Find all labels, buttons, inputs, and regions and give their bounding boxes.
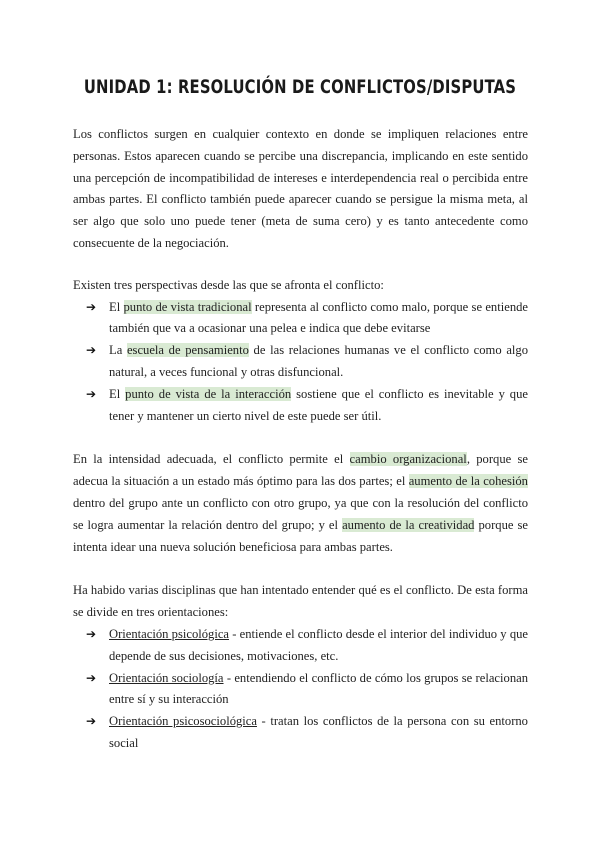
page-title: UNIDAD 1: RESOLUCIÓN DE CONFLICTOS/DISPUTAS	[83, 76, 517, 98]
underlined-term: Orientación psicológica	[109, 626, 230, 641]
orientations-list	[73, 624, 528, 755]
underlined-term: Orientación sociología	[109, 670, 224, 685]
highlighted-term: punto de vista de la interacción	[125, 386, 292, 401]
right-arrow-icon: ➔	[86, 386, 97, 401]
highlighted-term: punto de vista tradicional	[123, 299, 252, 314]
highlighted-term: aumento de la cohesión	[408, 474, 528, 489]
right-arrow-icon: ➔	[86, 299, 97, 314]
list-item: ➔ El punto de vista tradicional representa al conflicto como malo, porque se entiende también que va a ocasionar una pelea e indica que debe evitarse	[73, 297, 528, 341]
right-arrow-icon: ➔	[86, 626, 97, 641]
list-item: ➔ El punto de vista de la interacción sostiene que el conflicto es inevitable y que tener y mantener un cierto nivel de este puede ser útil.	[73, 384, 528, 428]
list-item: ➔ Orientación psicológica - entiende el conflicto desde el interior del individuo y que depende de sus decisiones, motivaciones, etc.	[73, 624, 528, 668]
perspectives-list	[73, 297, 528, 428]
highlighted-term: aumento de la creatividad	[342, 517, 475, 532]
paragraph-intro: Los conflictos surgen en cualquier contexto en donde se impliquen relaciones entre personas. Estos aparecen cuando se percibe una discrepancia, implicando en este sentido una percepción de incompatibilidad de intereses e interdependencia real o percibida entre ambas partes. El conflicto también puede aparecer cuando se persigue la misma meta, al ser algo que solo uno puede tener (meta de suma cero) y es tanto antecedente como consecuente de la negociación.	[73, 127, 528, 250]
right-arrow-icon: ➔	[86, 670, 97, 685]
right-arrow-icon: ➔	[86, 714, 97, 729]
paragraph-conflict-benefits: En la intensidad adecuada, el conflicto permite el cambio organizacional, porque se adecua la situación a un estado más óptimo para las dos partes; el aumento de la cohesión dentro del grupo ante un conflicto con otro grupo, ya que con la resolución del conflicto se logra aumentar la relación dentro del grupo; y el aumento de la creatividad porque se intenta idear una nueva solución beneficiosa para ambas partes.	[73, 452, 529, 554]
highlighted-term: escuela de pensamiento	[126, 343, 249, 358]
list-item: ➔ Orientación psicosociológica - tratan los conflictos de la persona con su entorno social	[73, 711, 528, 755]
paragraph-orientations-intro: Ha habido varias disciplinas que han intentado entender qué es el conflicto. De esta forma se divide en tres orientaciones:	[73, 583, 528, 620]
underlined-term: Orientación psicosociológica	[109, 714, 257, 729]
list-item: ➔ La escuela de pensamiento de las relaciones humanas ve el conflicto como algo natural, a veces funcional y otras disfuncional.	[73, 340, 528, 384]
paragraph-perspectives-intro: Existen tres perspectivas desde las que se afronta el conflicto:	[73, 277, 384, 292]
highlighted-term: cambio organizacional	[349, 452, 467, 467]
right-arrow-icon: ➔	[86, 343, 97, 358]
list-item: ➔ Orientación sociología - entendiendo el conflicto de cómo los grupos se relacionan entre sí y su interacción	[73, 668, 528, 712]
document-body	[73, 124, 528, 755]
